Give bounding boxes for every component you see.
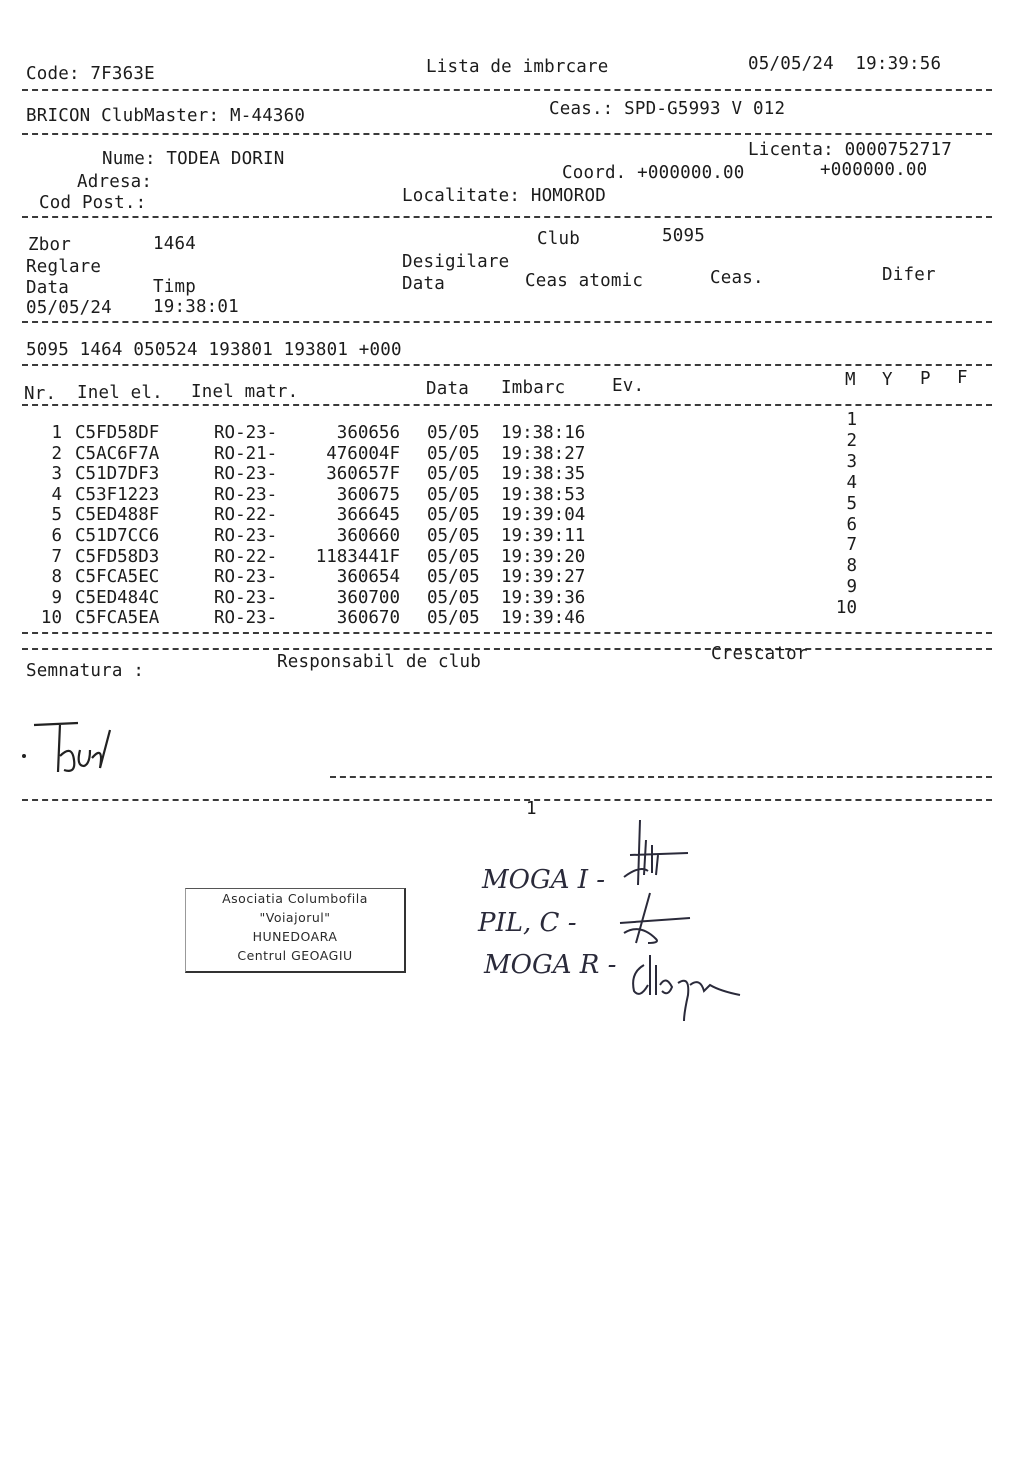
witness-2: PIL, C - — [478, 908, 577, 938]
basket-date: 05/05 — [427, 505, 480, 526]
code-label: Code: 7F363E — [26, 64, 155, 84]
club-responsible-label: Responsabil de club — [277, 652, 481, 672]
ring-number: 360670 — [336, 608, 400, 629]
owner-name: Nume: TODEA DORIN — [102, 149, 285, 169]
table-row — [0, 526, 1024, 547]
unseal-date-label: Data — [402, 274, 445, 294]
clock-id: Ceas.: SPD-G5993 V 012 — [549, 99, 786, 119]
electronic-ring: C51D7DF3 — [75, 464, 160, 485]
basket-time: 19:39:27 — [501, 567, 586, 588]
stamp-line-4: Centrul GEOAGIU — [237, 948, 353, 963]
clock-label: Ceas. — [710, 268, 764, 288]
ring-prefix: RO-23- — [214, 464, 278, 485]
ring-number: 366645 — [336, 505, 400, 526]
table-row — [0, 567, 1024, 588]
ring-number: 476004F — [326, 443, 400, 464]
basket-time: 19:38:27 — [501, 443, 586, 464]
column-data: Data — [426, 379, 469, 399]
license-number: Licenta: 0000752717 — [748, 140, 952, 160]
ring-number: 360656 — [336, 423, 400, 443]
ring-prefix: RO-21- — [214, 443, 278, 464]
ring-number: 1183441F — [315, 546, 400, 567]
row-number: 1 — [51, 423, 62, 443]
table-row — [0, 485, 1024, 506]
separator — [22, 799, 992, 801]
basket-date: 05/05 — [427, 443, 480, 464]
row-number: 7 — [51, 546, 62, 567]
table-row — [0, 464, 1024, 485]
witness-signatures — [600, 815, 750, 1025]
row-number: 10 — [40, 608, 62, 629]
separator — [22, 321, 992, 323]
page-number: 1 — [526, 799, 537, 819]
adjust-label: Reglare — [26, 257, 102, 277]
ring-prefix: RO-22- — [214, 505, 278, 526]
electronic-ring: C5ED488F — [75, 505, 160, 526]
electronic-ring: C51D7CC6 — [75, 526, 160, 546]
m-number: 6 — [846, 514, 857, 535]
electronic-ring: C5AC6F7A — [75, 443, 160, 464]
row-number: 9 — [51, 587, 62, 608]
witness-3: MOGA R - — [484, 950, 617, 980]
electronic-ring: C5FD58D3 — [75, 546, 160, 567]
column-imbarc: Imbarc — [501, 378, 566, 398]
basket-time: 19:38:53 — [501, 484, 586, 505]
table-row — [0, 444, 1024, 465]
club-stamp — [185, 888, 406, 973]
ring-number: 360675 — [336, 484, 400, 505]
separator — [22, 133, 992, 135]
stamp-line-3: HUNEDOARA — [252, 929, 338, 944]
basket-date: 05/05 — [427, 464, 480, 485]
adjust-date: 05/05/24 — [26, 298, 112, 318]
ring-prefix: RO-23- — [214, 423, 278, 443]
signature-label: Semnatura : — [26, 661, 145, 681]
column-y: Y — [882, 370, 893, 390]
basket-date: 05/05 — [427, 484, 480, 505]
coordinates-lon: +000000.00 — [820, 160, 928, 180]
stamp-line-1: Asociatia Columbofila — [222, 891, 368, 906]
basket-time: 19:39:46 — [501, 608, 586, 629]
m-number: 9 — [846, 577, 857, 598]
ring-number: 360700 — [336, 587, 400, 608]
ring-prefix: RO-23- — [214, 526, 278, 546]
postal-code-label: Cod Post.: — [39, 193, 147, 213]
ring-prefix: RO-23- — [214, 484, 278, 505]
m-number: 4 — [846, 472, 857, 493]
table-row — [0, 608, 1024, 629]
difference-label: Difer — [882, 265, 936, 285]
basket-date: 05/05 — [427, 587, 480, 608]
table-row — [0, 547, 1024, 568]
row-number: 5 — [51, 505, 62, 526]
basket-time: 19:39:20 — [501, 546, 586, 567]
separator — [22, 648, 992, 650]
unseal-label: Desigilare — [402, 252, 510, 272]
m-number: 2 — [846, 430, 857, 451]
ring-prefix: RO-23- — [214, 608, 278, 629]
basket-date: 05/05 — [427, 546, 480, 567]
basket-date: 05/05 — [427, 567, 480, 588]
clubmaster-id: BRICON ClubMaster: M-44360 — [26, 106, 306, 126]
adjust-time: 19:38:01 — [153, 297, 239, 317]
separator — [22, 216, 992, 218]
club-number: 5095 — [662, 226, 705, 246]
electronic-ring: C5FD58DF — [75, 423, 160, 443]
print-datetime: 05/05/24 19:39:56 — [748, 54, 942, 74]
table-row — [0, 423, 1024, 444]
basket-date: 05/05 — [427, 608, 480, 629]
m-number: 7 — [846, 535, 857, 556]
m-number: 8 — [846, 556, 857, 577]
coordinates-lat: Coord. +000000.00 — [562, 163, 745, 183]
column-inel-matr: Inel matr. — [191, 382, 299, 402]
document-title: Lista de imbrcare — [426, 57, 609, 77]
ring-prefix: RO-23- — [214, 587, 278, 608]
ring-number: 360660 — [336, 526, 400, 546]
address-label: Adresa: — [77, 172, 153, 192]
separator — [22, 364, 992, 366]
column-p: P — [920, 369, 931, 389]
separator — [22, 89, 992, 91]
atomic-clock-label: Ceas atomic — [525, 271, 644, 291]
signature-mark — [20, 710, 130, 780]
basket-date: 05/05 — [427, 526, 480, 546]
m-number: 10 — [835, 598, 857, 619]
column-f: F — [957, 368, 968, 388]
basket-time: 19:39:04 — [501, 505, 586, 526]
club-label: Club — [537, 229, 580, 249]
basket-time: 19:38:16 — [501, 423, 586, 443]
column-ev: Ev. — [612, 376, 645, 396]
flight-label: Zbor — [28, 235, 71, 255]
m-number: 5 — [846, 493, 857, 514]
ring-prefix: RO-23- — [214, 567, 278, 588]
basket-time: 19:39:11 — [501, 526, 586, 546]
separator — [330, 776, 992, 778]
table-row — [0, 505, 1024, 526]
electronic-ring: C5FCA5EC — [75, 567, 160, 588]
electronic-ring: C5ED484C — [75, 587, 160, 608]
breeder-label: Crescator — [711, 644, 808, 664]
separator — [22, 632, 992, 634]
row-number: 3 — [51, 464, 62, 485]
row-number: 4 — [51, 484, 62, 505]
stamp-line-2: "Voiajorul" — [259, 910, 331, 925]
flight-number: 1464 — [153, 234, 196, 254]
basket-time: 19:38:35 — [501, 464, 586, 485]
basket-time: 19:39:36 — [501, 587, 586, 608]
row-number: 2 — [51, 443, 62, 464]
column-inel-el: Inel el. — [77, 383, 163, 403]
basket-date: 05/05 — [427, 423, 480, 443]
m-number: 1 — [846, 410, 857, 430]
m-number: 3 — [846, 451, 857, 472]
adjust-date-label: Data — [26, 278, 69, 298]
separator — [22, 404, 992, 406]
electronic-ring: C53F1223 — [75, 484, 160, 505]
adjust-time-label: Timp — [153, 277, 196, 297]
row-number: 8 — [51, 567, 62, 588]
code-line: 5095 1464 050524 193801 193801 +000 — [26, 340, 402, 360]
ring-number: 360654 — [336, 567, 400, 588]
electronic-ring: C5FCA5EA — [75, 608, 160, 629]
column-nr: Nr. — [24, 384, 57, 404]
column-m: M — [845, 370, 856, 390]
locality: Localitate: HOMOROD — [402, 186, 606, 206]
table-row — [0, 588, 1024, 609]
ring-prefix: RO-22- — [214, 546, 278, 567]
row-number: 6 — [51, 526, 62, 546]
witness-1: MOGA I - — [482, 865, 606, 895]
ring-number: 360657F — [326, 464, 400, 485]
